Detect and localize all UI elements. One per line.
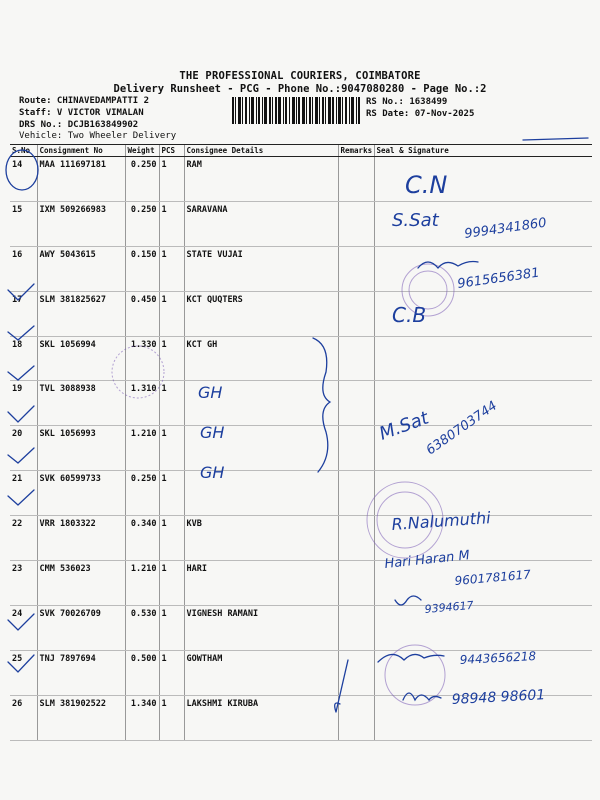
handwritten-signature: C.B [392,303,427,327]
row-consignment: VRR 1803322 [37,516,125,561]
row-sno: 18 [10,336,37,381]
row-signature [374,516,592,561]
rs-date: RS Date: 07-Nov-2025 [366,109,475,119]
handwritten-phone: 98948 98601 [451,687,546,708]
col-sno: S.No [10,145,37,157]
row-weight: 1.330 [125,336,159,381]
handwritten-phone: 6380703744 [423,398,501,459]
row-pcs: 1 [159,695,184,740]
row-signature [374,291,592,336]
row-weight: 1.210 [125,561,159,606]
row-remarks [338,201,374,246]
col-pcs: PCS [159,145,184,157]
row-weight: 1.310 [125,381,159,426]
row-sno: 16 [10,246,37,291]
row-consignee: VIGNESH RAMANI [184,605,338,650]
row-remarks [338,650,374,695]
row-weight: 1.210 [125,426,159,471]
row-weight: 0.250 [125,471,159,516]
row-remarks [338,471,374,516]
row-signature [374,201,592,246]
row-sno: 14 [10,157,37,202]
vehicle-label: Vehicle: Two Wheeler Delivery [19,131,177,141]
runsheet-subtitle: Delivery Runsheet - PCG - Phone No.:9047080280 - Page No.:2 [113,83,487,95]
table-row [10,605,592,650]
row-consignment: SKL 1056993 [37,426,125,471]
handwritten-signature: C.N [405,171,448,199]
row-remarks [338,291,374,336]
row-remarks [338,426,374,471]
table-row [10,426,592,471]
handwritten-signature: M.Sat [376,407,432,445]
row-pcs: 1 [159,381,184,426]
row-consignment: TVL 3088938 [37,381,125,426]
company-title: THE PROFESSIONAL COURIERS, COIMBATORE [179,70,421,82]
row-consignee [184,471,338,516]
handwritten-gh: GH [200,423,225,442]
row-pcs: 1 [159,471,184,516]
route-label: Route: CHINAVEDAMPATTI 2 [19,96,150,106]
row-consignee: KCT QUQTERS [184,291,338,336]
row-pcs: 1 [159,291,184,336]
row-consignee: KCT GH [184,336,338,381]
row-consignment: SLM 381825627 [37,291,125,336]
row-signature [374,246,592,291]
row-signature [374,471,592,516]
row-remarks [338,516,374,561]
row-consignment: SLM 381902522 [37,695,125,740]
row-sno: 19 [10,381,37,426]
handwritten-signature: Hari Haran M [383,548,471,572]
row-sno: 21 [10,471,37,516]
row-consignee [184,381,338,426]
row-pcs: 1 [159,246,184,291]
row-remarks [338,605,374,650]
handwritten-phone: 9443656218 [459,649,537,667]
row-consignee: SARAVANA [184,201,338,246]
row-weight: 0.250 [125,201,159,246]
table-header-row [10,145,592,157]
row-pcs: 1 [159,336,184,381]
row-remarks [338,246,374,291]
row-consignee: RAM [184,157,338,202]
row-consignment: TNJ 7897694 [37,650,125,695]
table-row [10,650,592,695]
table-row [10,471,592,516]
col-weight: Weight [125,145,159,157]
table-row [10,291,592,336]
row-sno: 26 [10,695,37,740]
row-pcs: 1 [159,561,184,606]
row-consignee [184,426,338,471]
row-signature [374,561,592,606]
row-sno: 22 [10,516,37,561]
row-consignee: KVB [184,516,338,561]
row-remarks [338,561,374,606]
row-pcs: 1 [159,157,184,202]
row-signature [374,381,592,426]
runsheet-table [10,144,592,741]
staff-label: Staff: V VICTOR VIMALAN [19,108,144,118]
row-pcs: 1 [159,516,184,561]
row-weight: 0.500 [125,650,159,695]
table-row [10,516,592,561]
row-consignment: SKL 1056994 [37,336,125,381]
row-sno: 24 [10,605,37,650]
row-remarks [338,336,374,381]
row-weight: 0.450 [125,291,159,336]
row-signature [374,695,592,740]
row-weight: 0.250 [125,157,159,202]
row-consignment: SVK 60599733 [37,471,125,516]
row-sno: 25 [10,650,37,695]
handwritten-phone: 9994341860 [463,215,548,242]
handwritten-phone: 9394617 [424,598,475,616]
row-pcs: 1 [159,605,184,650]
row-sno: 23 [10,561,37,606]
col-consignee: Consignee Details [184,145,338,157]
row-consignment: SVK 70026709 [37,605,125,650]
row-signature [374,336,592,381]
handwritten-signature: R.Nalumuthi [390,508,492,534]
row-consignment: AWY 5043615 [37,246,125,291]
row-sno: 15 [10,201,37,246]
row-weight: 0.150 [125,246,159,291]
table-row [10,336,592,381]
row-consignee: LAKSHMI KIRUBA [184,695,338,740]
drs-label: DRS No.: DCJB163849902 [19,120,139,130]
handwritten-gh: GH [200,463,225,482]
row-pcs: 1 [159,426,184,471]
handwritten-phone: 9615656381 [456,265,541,292]
row-signature [374,605,592,650]
row-consignee: HARI [184,561,338,606]
row-consignee: STATE VUJAI [184,246,338,291]
table-row [10,695,592,740]
col-seal-signature: Seal & Signature [374,145,592,157]
row-sno: 20 [10,426,37,471]
row-remarks [338,695,374,740]
handwritten-stroke [523,138,588,140]
table-row [10,561,592,606]
table-row [10,157,592,202]
row-weight: 0.530 [125,605,159,650]
table-row [10,201,592,246]
row-signature [374,650,592,695]
row-pcs: 1 [159,201,184,246]
row-consignee: GOWTHAM [184,650,338,695]
table-row [10,381,592,426]
col-consignment: Consignment No [37,145,125,157]
handwritten-phone: 9601781617 [454,567,532,588]
handwritten-signature: S.Sat [392,210,439,231]
row-remarks [338,157,374,202]
col-remarks: Remarks [338,145,374,157]
row-consignment: MAA 111697181 [37,157,125,202]
row-pcs: 1 [159,650,184,695]
rs-number: RS No.: 1638499 [366,97,448,107]
row-signature [374,157,592,202]
row-sno: 17 [10,291,37,336]
row-weight: 1.340 [125,695,159,740]
handwritten-gh: GH [198,383,223,402]
row-consignment: CMM 536023 [37,561,125,606]
row-consignment: IXM 509266983 [37,201,125,246]
barcode-image [232,97,360,124]
row-signature [374,426,592,471]
row-remarks [338,381,374,426]
table-row [10,246,592,291]
row-weight: 0.340 [125,516,159,561]
